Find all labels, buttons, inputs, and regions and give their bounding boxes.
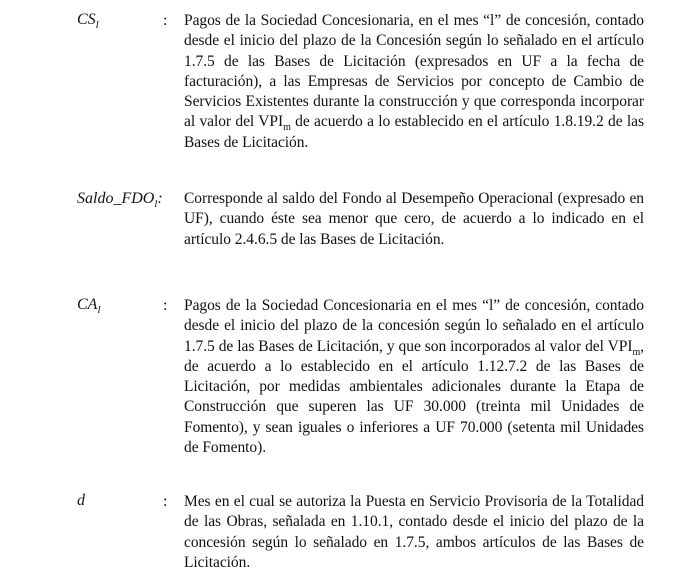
- colon-d: :: [163, 493, 168, 510]
- term-d: d: [77, 492, 85, 509]
- definition-ca: Pagos de la Sociedad Concesionaria en el mes “l” de concesión, contado desde el inicio del plazo de la concesión según lo señalado en el artículo 1.7.5 de las Bases de Licitación, y que son incorporados al valor del $VPI_m$, de acuerdo a lo establecido en el artículo 1.12.7.2 de las Bases de Licitación, por medidas ambientales adicionales durante la Etapa de Construcción que superen las UF 30.000 (treinta mil Unidades de Fomento), y sean iguales o inferiores a UF 70.000 (setenta mil Unidades de Fomento).: [184, 297, 644, 457]
- colon-ca: :: [163, 297, 168, 314]
- definition-d: Mes en el cual se autoriza la Puesta en Servicio Provisoria de la Totalidad de las Obras, señalada en 1.10.1, contado desde el inicio del plazo de la concesión según lo señalado en 1.7.5, ambos artículos de las Bases de Licitación.: [184, 493, 644, 571]
- colon-cs: :: [163, 12, 168, 29]
- term-cs: $CS_l$: [77, 11, 99, 32]
- definition-cs: Pagos de la Sociedad Concesionaria, en el mes “l” de concesión, contado desde el inicio del plazo de la Concesión según lo señalado en el artículo 1.7.5 de las Bases de Licitación (expresados en UF a la fecha de facturación), a las Empresas de Servicios por concepto de Cambio de Servicios Existentes durante la construcción y que corresponda incorporar al valor del $VPI_m$ de acuerdo a lo establecido en el artículo 1.8.19.2 de las Bases de Licitación.: [184, 12, 644, 151]
- term-ca: $CA_l$: [77, 296, 101, 317]
- definition-saldo-fdo: Corresponde al saldo del Fondo al Desempeño Operacional (expresado en UF), cuando éste sea menor que cero, de acuerdo a lo indicado en el artículo 2.4.6.5 de las Bases de Licitación.: [184, 190, 644, 248]
- term-saldo-fdo: $Saldo\_FDO_l$:: [77, 190, 163, 211]
